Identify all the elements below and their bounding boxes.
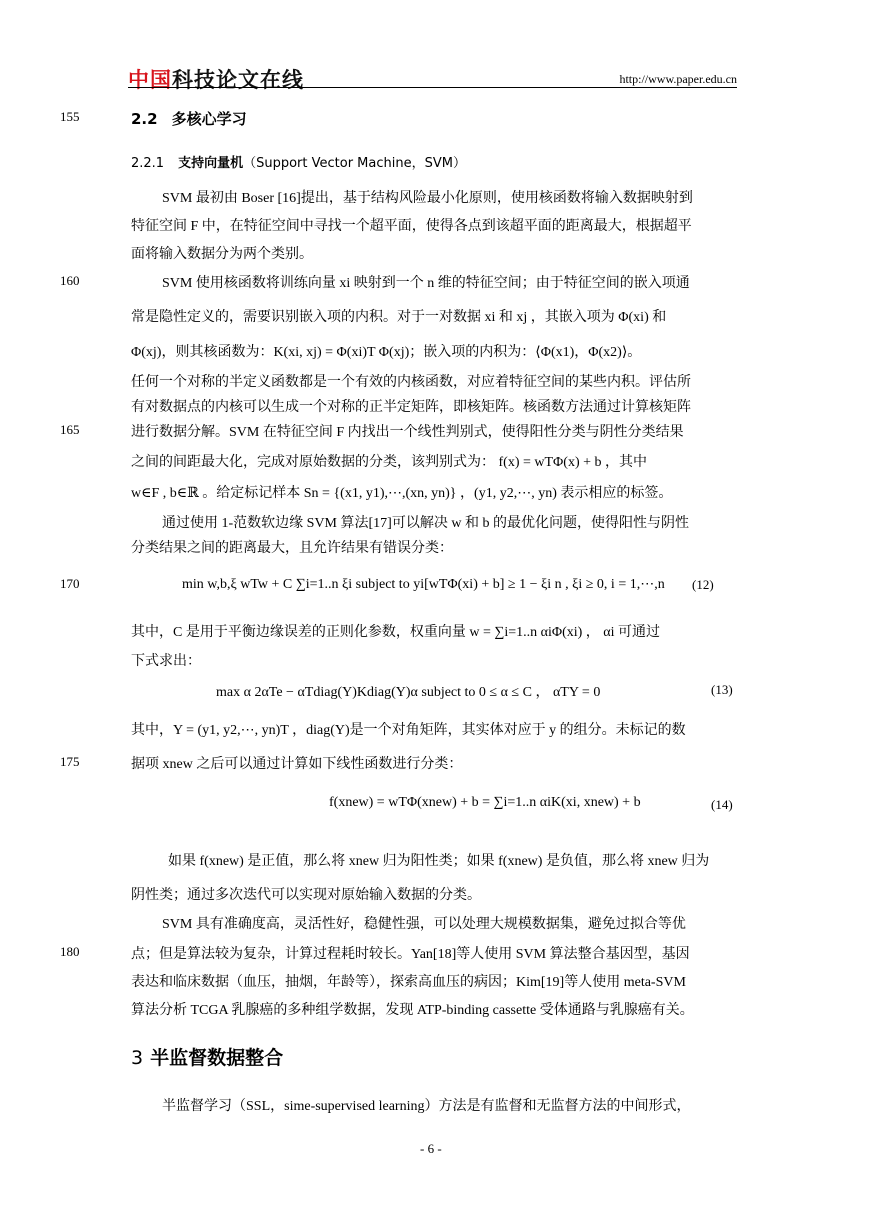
text-line: 如果 f(xnew) 是正值，那么将 xnew 归为阳性类；如果 f(xnew) 是负值，那么将 xnew 归为 [168, 854, 710, 869]
equation-12: min w,b,ξ wTw + C ∑i=1..n ξi subject to yi[wTΦ(xi) + b] ≥ 1 − ξi n , ξi ≥ 0, i = 1,⋯,n [182, 577, 665, 592]
text-line: SVM 最初由 Boser [16]提出，基于结构风险最小化原则，使用核函数将输入数据映射到 [162, 191, 693, 206]
text-line: 有对数据点的内核可以生成一个对称的正半定矩阵，即核矩阵。核函数方法通过计算核矩阵 [131, 400, 691, 415]
line-number: 165 [60, 422, 80, 437]
header-url[interactable]: http://www.paper.edu.cn [619, 72, 737, 86]
text-line: w∈F , b∈ℝ 。给定标记样本 Sn = {(x1, y1),⋯,(xn, yn)} ，(y1, y2,⋯, yn) 表示相应的标签。 [131, 486, 673, 501]
text-line: 进行数据分解。SVM 在特征空间 F 内找出一个线性判别式，使得阳性分类与阴性分类结果 [131, 425, 684, 440]
header-rule [128, 87, 737, 88]
equation-number: (14) [711, 797, 733, 812]
text-line: 面将输入数据分为两个类别。 [131, 247, 313, 262]
journal-logo: 中国科技论文在线 [128, 68, 304, 92]
text-line: 据项 xnew 之后可以通过计算如下线性函数进行分类： [131, 757, 463, 772]
line-number: 175 [60, 754, 80, 769]
text-line: 特征空间 F 中，在特征空间中寻找一个超平面，使得各点到该超平面的距离最大，根据超平 [131, 219, 692, 234]
text-line: SVM 使用核函数将训练向量 xi 映射到一个 n 维的特征空间；由于特征空间的嵌入项通 [162, 276, 690, 291]
text-line: 任何一个对称的半定义函数都是一个有效的内核函数，对应着特征空间的某些内积。评估所 [131, 375, 691, 390]
equation-13: max α 2αTe − αTdiag(Y)Kdiag(Y)α subject to 0 ≤ α ≤ C ， αTY = 0 [216, 685, 601, 700]
text-line: 算法分析 TCGA 乳腺癌的多种组学数据，发现 ATP-binding cassette 受体通路与乳腺癌有关。 [131, 1003, 694, 1018]
text-line: 常是隐性定义的，需要识别嵌入项的内积。对于一对数据 xi 和 xj ，其嵌入项为 Φ(xi) 和 [131, 310, 667, 325]
page-number: - 6 - [420, 1141, 442, 1156]
equation-14: f(xnew) = wTΦ(xnew) + b = ∑i=1..n αiK(xi, xnew) + b [329, 795, 641, 810]
line-number: 180 [60, 944, 80, 959]
text-line: 其中，C 是用于平衡边缘误差的正则化参数，权重向量 w = ∑i=1..n αiΦ(xi) ， αi 可通过 [131, 625, 661, 640]
text-line: 其中，Y = (y1, y2,⋯, yn)T ，diag(Y)是一个对角矩阵，其实体对应于 y 的组分。未标记的数 [131, 723, 686, 738]
section-heading-3: 3 半监督数据整合 [131, 1047, 284, 1069]
text-line: 表达和临床数据（血压，抽烟，年龄等），探索高血压的病因；Kim[19]等人使用 meta-SVM [131, 975, 686, 990]
equation-number: (12) [692, 577, 714, 592]
text-line: 点；但是算法较为复杂，计算过程耗时较长。Yan[18]等人使用 SVM 算法整合基因型，基因 [131, 947, 690, 962]
text-line: 之间的间距最大化，完成对原始数据的分类，该判别式为： f(x) = wTΦ(x) + b ，其中 [131, 455, 647, 470]
text-line: 下式求出： [131, 654, 201, 669]
text-line: 通过使用 1-范数软边缘 SVM 算法[17]可以解决 w 和 b 的最优化问题，使得阳性与阴性 [162, 516, 689, 531]
line-number: 155 [60, 109, 80, 124]
text-line: 半监督学习（SSL，sime-supervised learning）方法是有监督和无监督方法的中间形式， [162, 1099, 691, 1114]
section-heading-2-2: 2.2 多核心学习 [131, 110, 247, 128]
line-number: 160 [60, 273, 80, 288]
text-line: Φ(xj)，则其核函数为：K(xi, xj) = Φ(xi)T Φ(xj)；嵌入项的内积为：⟨Φ(x1)，Φ(x2)⟩。 [131, 345, 642, 360]
text-line: SVM 具有准确度高，灵活性好，稳健性强，可以处理大规模数据集，避免过拟合等优 [162, 917, 686, 932]
line-number: 170 [60, 576, 80, 591]
text-line: 分类结果之间的距离最大，且允许结果有错误分类： [131, 541, 453, 556]
equation-number: (13) [711, 682, 733, 697]
section-heading-2-2-1: 2.2.1 支持向量机（Support Vector Machine，SVM） [131, 156, 466, 171]
text-line: 阴性类；通过多次迭代可以实现对原始输入数据的分类。 [131, 888, 481, 903]
